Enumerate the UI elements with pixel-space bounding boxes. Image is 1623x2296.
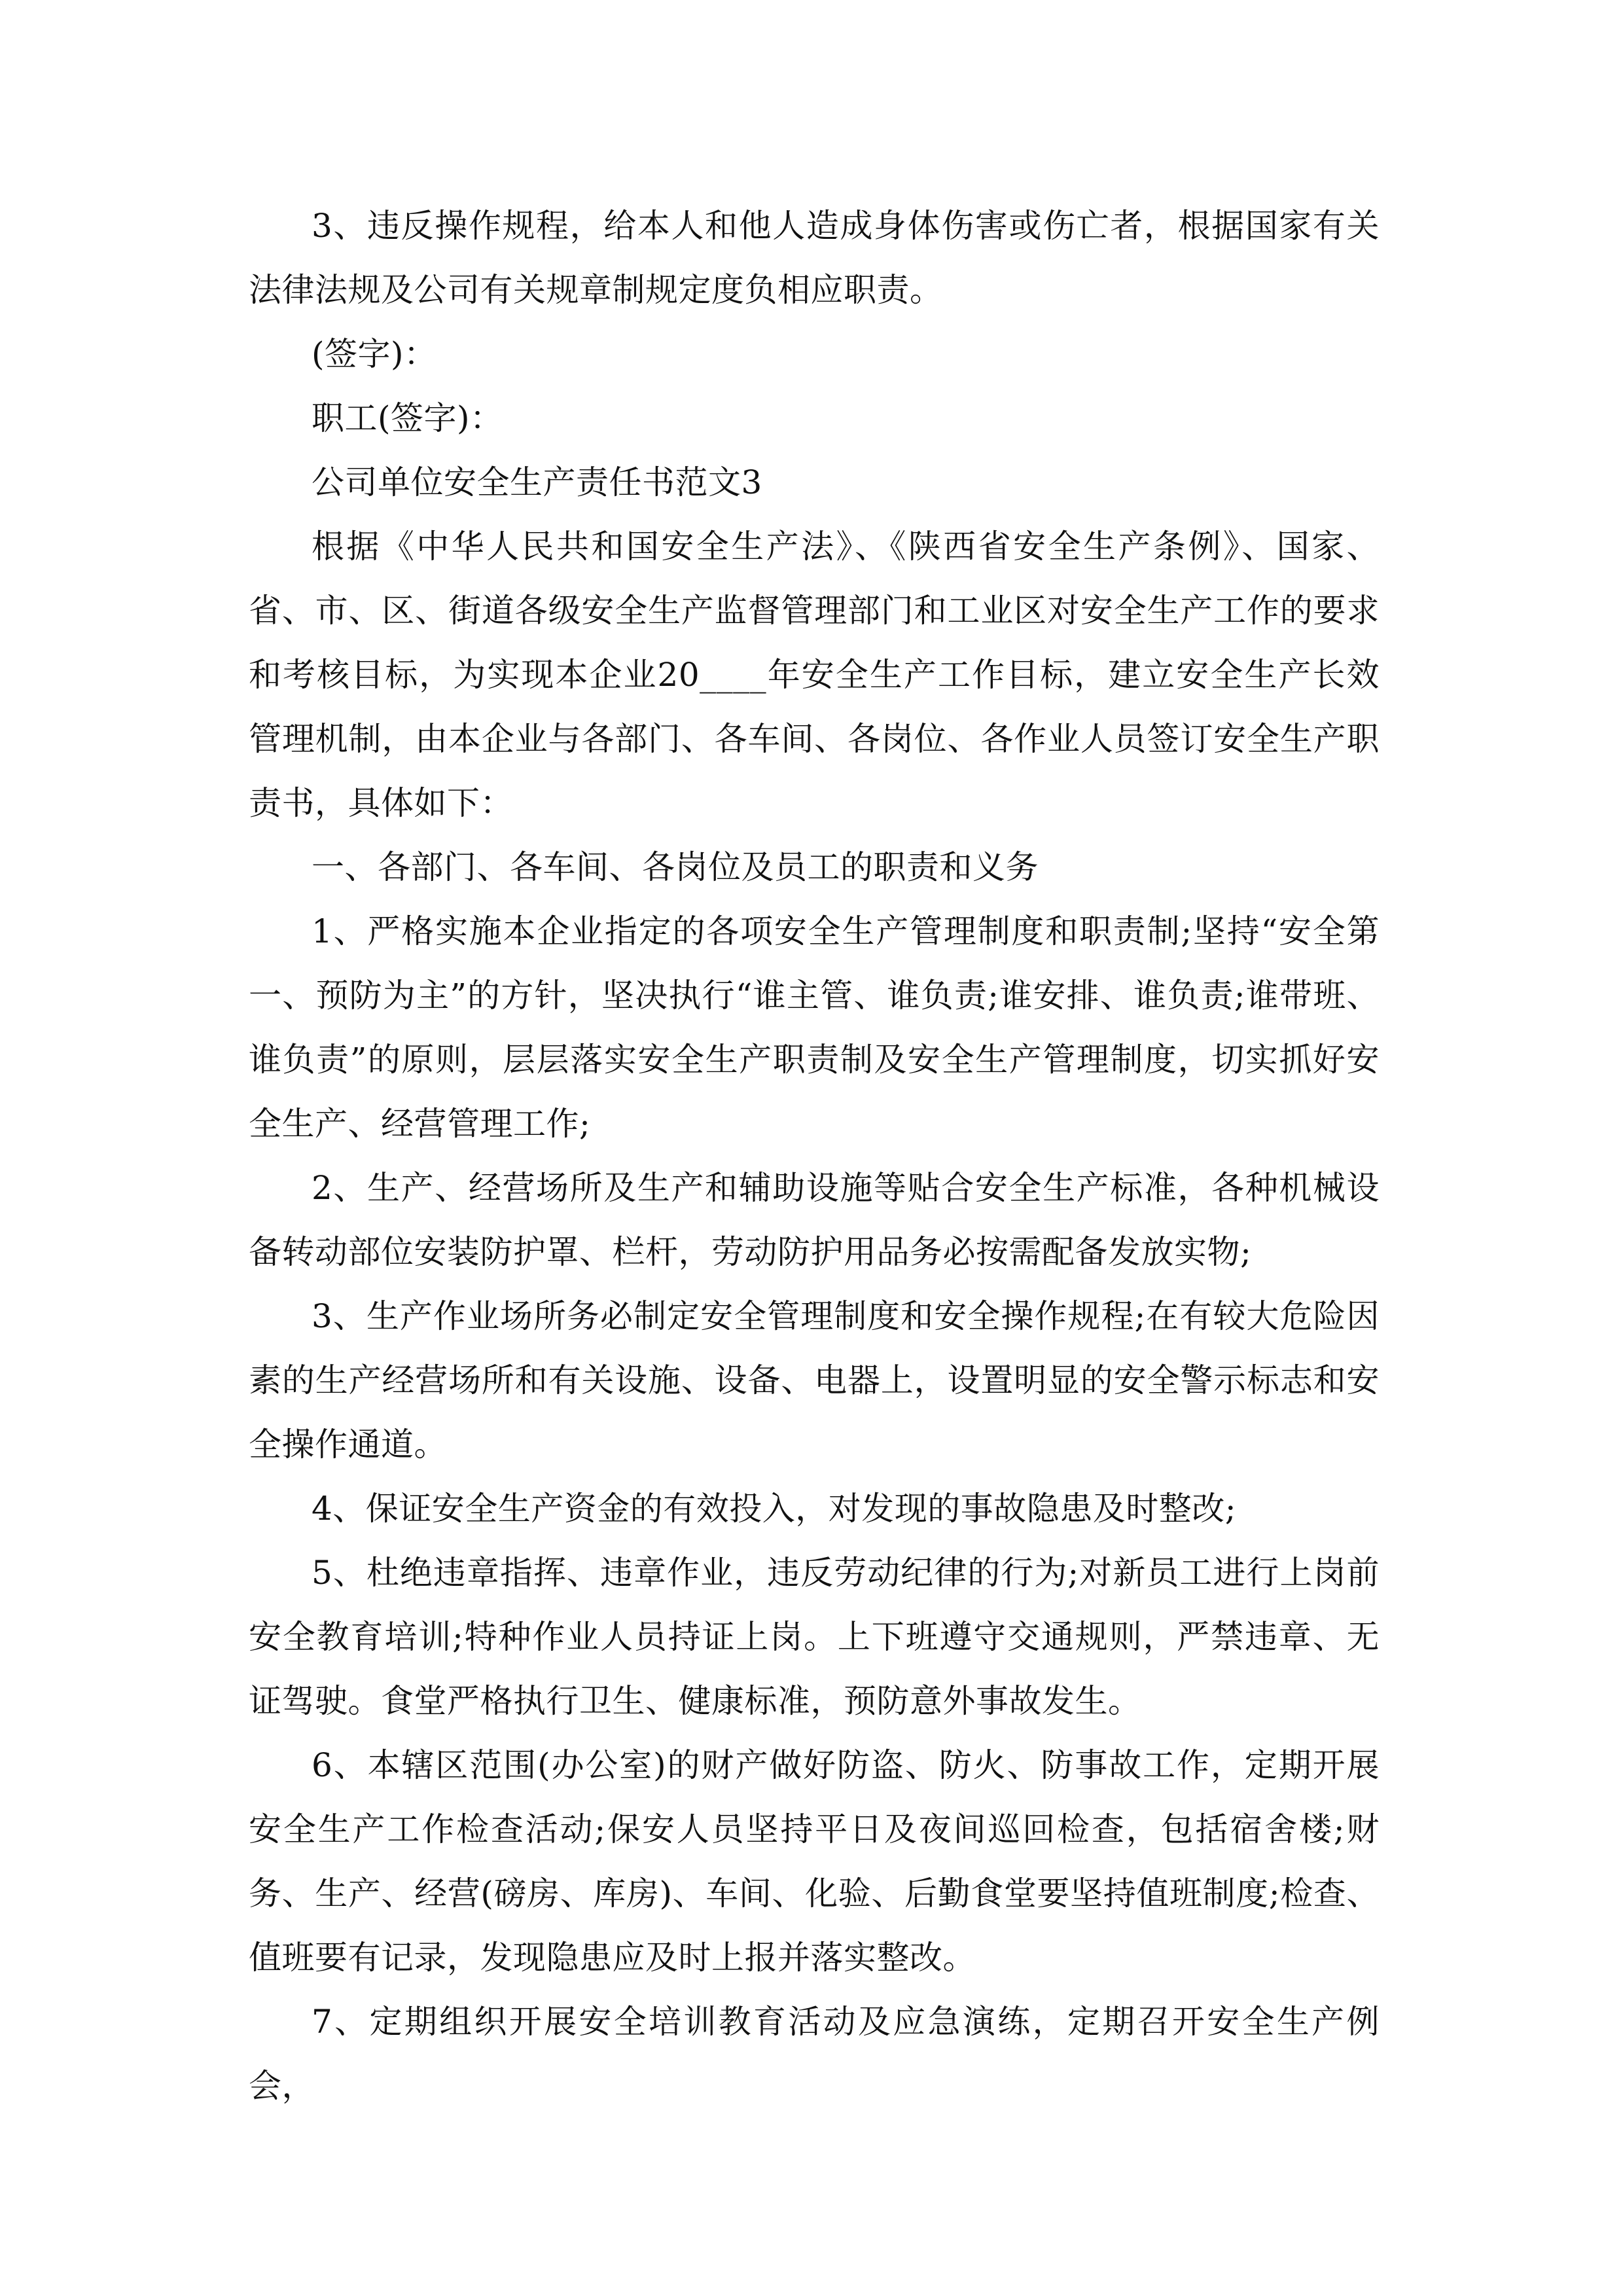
paragraph-intro: 根据《中华人民共和国安全生产法》、《陕西省安全生产条例》、国家、省、市、区、街道各级安全生产监督管理部门和工业区对安全生产工作的要求和考核目标，为实现本企业20____年安全生产工作目标，建立安全生产长效管理机制，由本企业与各部门、各车间、各岗位、各作业人员签订安全生产职责书，具体如下：	[249, 528, 1380, 822]
paragraph-duty-3: 3、生产作业场所务必制定安全管理制度和安全操作规程;在有较大危险因素的生产经营场所和有关设施、设备、电器上，设置明显的安全警示标志和安全操作通道。	[249, 1297, 1380, 1463]
document-body	[249, 194, 1380, 2118]
paragraph-employee-signature: 职工(签字)：	[312, 399, 503, 437]
paragraph-signature: (签字)：	[312, 335, 437, 373]
paragraph-duty-1: 1、严格实施本企业指定的各项安全生产管理制度和职责制;坚持“安全第一、预防为主”的方针，坚决执行“谁主管、谁负责;谁安排、谁负责;谁带班、谁负责”的原则，层层落实安全生产职责制及安全生产管理制度，切实抓好安全生产、经营管理工作;	[249, 912, 1380, 1143]
paragraph-duty-2: 2、生产、经营场所及生产和辅助设施等贴合安全生产标准，各种机械设备转动部位安装防护罩、栏杆，劳动防护用品务必按需配备发放实物;	[249, 1169, 1380, 1271]
paragraph-duty-6: 6、本辖区范围(办公室)的财产做好防盗、防火、防事故工作，定期开展安全生产工作检查活动;保安人员坚持平日及夜间巡回检查，包括宿舍楼;财务、生产、经营(磅房、库房)、车间、化验、后勤食堂要坚持值班制度;检查、值班要有记录，发现隐患应及时上报并落实整改。	[249, 1746, 1380, 1977]
section-title: 公司单位安全生产责任书范文3	[312, 463, 762, 501]
paragraph-duty-7: 7、定期组织开展安全培训教育活动及应急演练，定期召开安全生产例会，	[249, 2003, 1380, 2105]
section-heading-duties: 一、各部门、各车间、各岗位及员工的职责和义务	[312, 848, 1039, 886]
paragraph-violation-clause-3: 3、违反操作规程，给本人和他人造成身体伤害或伤亡者，根据国家有关法律法规及公司有关规章制规定度负相应职责。	[249, 207, 1380, 309]
paragraph-duty-5: 5、杜绝违章指挥、违章作业，违反劳动纪律的行为;对新员工进行上岗前安全教育培训;特种作业人员持证上岗。上下班遵守交通规则，严禁违章、无证驾驶。食堂严格执行卫生、健康标准，预防意外事故发生。	[249, 1554, 1380, 1720]
paragraph-duty-4: 4、保证安全生产资金的有效投入，对发现的事故隐患及时整改;	[312, 1490, 1237, 1528]
